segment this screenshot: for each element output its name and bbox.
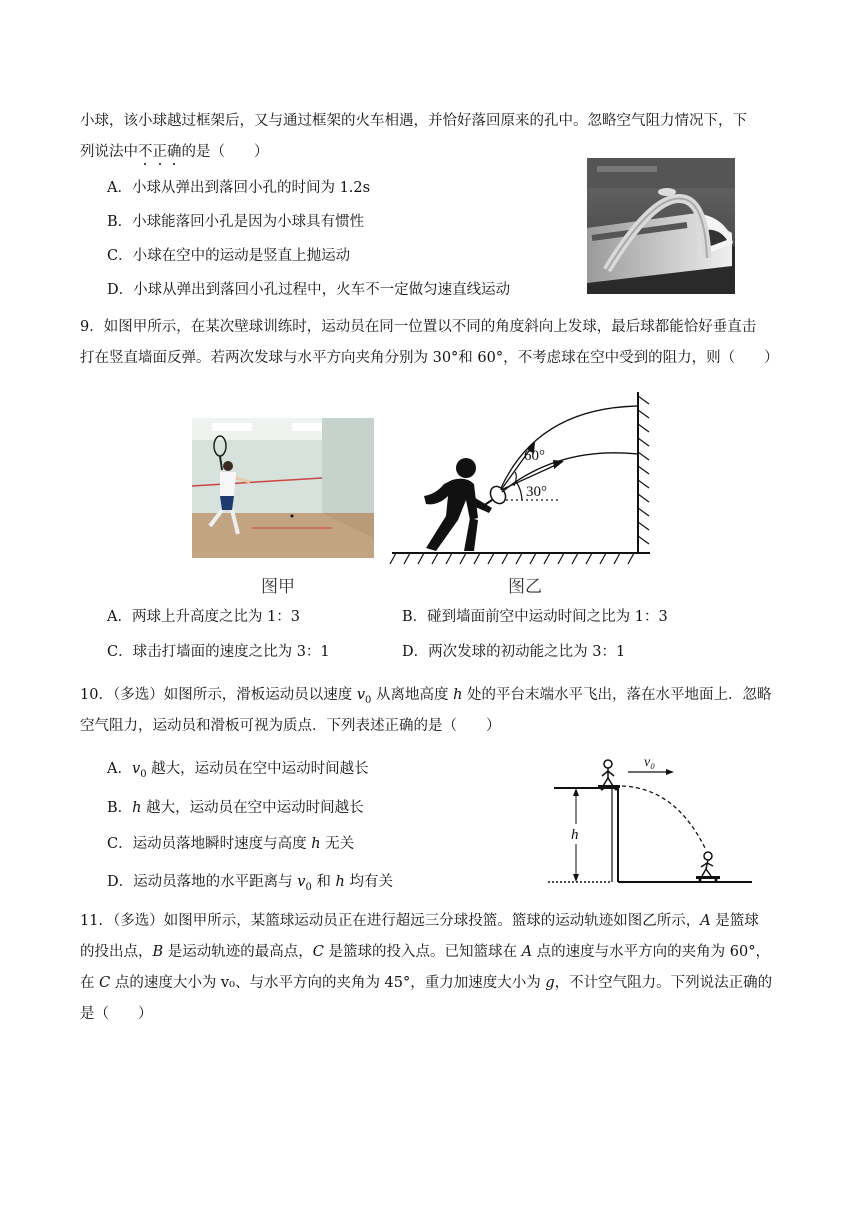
q10-stem-text: 处的平台末端水平飞出，落在水平地面上．忽略 [462, 687, 772, 703]
q11-stem-text: 的投出点， [80, 944, 153, 960]
q10-stem-line-2: 空气阻力，运动员和滑板可视为质点．下列表述正确的是（ ） [80, 718, 501, 734]
option-text: B． [107, 800, 133, 816]
option-text: 无关 [320, 836, 355, 852]
q11-stem-text: 点的速度与水平方向的夹角为 60°， [532, 944, 770, 960]
q8-stem-line-2 [80, 142, 269, 162]
angle-60-label: 60° [524, 448, 545, 464]
skateboard-diagram [546, 742, 756, 888]
point-c: C [312, 944, 324, 960]
q10-option-a [107, 759, 369, 785]
q8-option-a: A．小球从弹出到落回小孔的时间为 1.2s [107, 180, 371, 196]
skater-bottom-icon [701, 852, 713, 876]
q10-option-b [107, 798, 364, 818]
option-text: C．运动员落地瞬时速度与高度 [107, 836, 312, 852]
symbol-h: h [335, 874, 345, 890]
symbol-v: v [356, 687, 366, 703]
q11-stem-line-4: 是（ ） [80, 1006, 153, 1022]
caption-figure-a: 图甲 [261, 577, 295, 597]
train-photo [587, 158, 735, 294]
q11-stem-text: 在 [80, 975, 100, 991]
skater-top-icon [602, 760, 614, 786]
symbol-v: v [297, 874, 306, 890]
point-b: B [152, 944, 164, 960]
q8-option-c: C．小球在空中的运动是竖直上抛运动 [107, 248, 351, 264]
option-text: A． [107, 761, 132, 777]
velocity-label: v₀ [644, 755, 656, 770]
squash-photo [192, 418, 374, 558]
q11-stem-line-3 [80, 973, 772, 993]
q10-option-c [107, 834, 354, 854]
subscript-0: 0 [140, 768, 147, 780]
q9-option-a: A．两球上升高度之比为 1：3 [107, 609, 301, 625]
option-text: 均有关 [344, 874, 393, 890]
q8-option-b: B．小球能落回小孔是因为小球具有惯性 [107, 214, 365, 230]
q9-stem-line-1: 9．如图甲所示，在某次壁球训练时，运动员在同一位置以不同的角度斜向上发球，最后球都能恰好垂直击 [80, 319, 757, 335]
point-c: C [99, 975, 111, 991]
q11-stem-text: ，不计空气阻力。下列说法正确的 [554, 975, 773, 991]
symbol-h: h [132, 800, 142, 816]
q11-stem-line-1 [80, 911, 759, 931]
emphasis-char: 正 [152, 144, 167, 160]
point-a: A [521, 944, 533, 960]
q8-stem-line-1: 小球，该小球越过框架后，又与通过框架的火车相遇，并恰好落回原来的孔中。忽略空气阻力情况下，下 [80, 113, 747, 129]
q11-stem-text: 是篮球的投入点。已知篮球在 [323, 944, 522, 960]
q8-stem-text: 的是（ ） [181, 144, 269, 160]
symbol-g: g [545, 975, 555, 991]
q11-stem-text: 是运动轨迹的最高点， [163, 944, 313, 960]
q8-stem-text: 列说法中 [80, 144, 138, 160]
caption-figure-b: 图乙 [508, 577, 542, 597]
height-label: h [571, 827, 579, 843]
subscript-0: 0 [365, 694, 372, 706]
symbol-h: h [311, 836, 321, 852]
point-a: A [700, 913, 711, 929]
option-text: 越大，运动员在空中运动时间越长 [141, 800, 364, 816]
q9-stem-line-2: 打在竖直墙面反弹。若两次发球与水平方向夹角分别为 30°和 60°，不考虑球在空中受到的阻力，则（ ） [80, 350, 779, 366]
wall-trajectory-diagram [388, 388, 660, 572]
q11-stem-line-2 [80, 942, 770, 962]
emphasis-char: 确 [167, 144, 182, 160]
q10-stem-line-1 [80, 685, 772, 711]
option-text: 越大，运动员在空中运动时间越长 [146, 761, 369, 777]
q11-stem-text: 是篮球 [710, 913, 759, 929]
q9-option-d: D．两次发球的初动能之比为 3：1 [402, 644, 626, 660]
emphasis-char: 不 [138, 144, 153, 160]
angle-30-label: 30° [526, 484, 547, 500]
subscript-0: 0 [305, 881, 312, 893]
q10-option-d [107, 872, 393, 898]
player-silhouette [424, 458, 492, 551]
q10-stem-text: 10．（多选）如图所示，滑板运动员以速度 [80, 687, 357, 703]
symbol-h: h [453, 687, 463, 703]
q10-stem-text: 从离地高度 [371, 687, 454, 703]
q9-option-c: C．球击打墙面的速度之比为 3：1 [107, 644, 330, 660]
option-text: D．运动员落地的水平距离与 [107, 874, 298, 890]
option-text: 和 [311, 874, 336, 890]
q11-stem-text: 点的速度大小为 v₀、与水平方向的夹角为 45°，重力加速度大小为 [110, 975, 546, 991]
symbol-v: v [131, 761, 141, 777]
q9-option-b: B．碰到墙面前空中运动时间之比为 1：3 [402, 609, 668, 625]
q8-option-d: D．小球从弹出到落回小孔过程中，火车不一定做匀速直线运动 [107, 282, 511, 298]
q11-stem-text: 11．（多选）如图甲所示，某篮球运动员正在进行超远三分球投篮。篮球的运动轨迹如图乙所示， [80, 913, 701, 929]
